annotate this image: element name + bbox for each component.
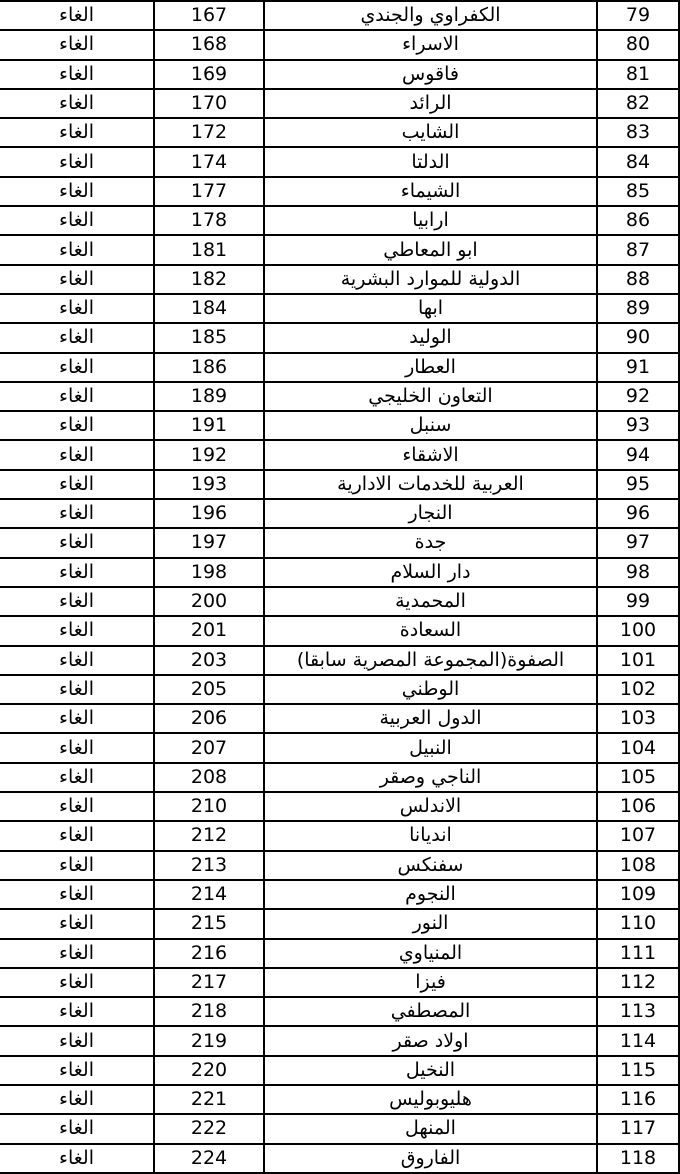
code-cell: 206 <box>154 704 264 733</box>
status-cell: الغاء <box>0 616 154 645</box>
code-cell: 200 <box>154 587 264 616</box>
status-cell: الغاء <box>0 1114 154 1143</box>
code-cell: 220 <box>154 1056 264 1085</box>
name-cell: الصفوة(المجموعة المصرية سابقا) <box>264 646 597 675</box>
table-row <box>0 851 679 880</box>
serial-cell: 103 <box>597 704 679 733</box>
table-row <box>0 323 679 352</box>
code-cell: 205 <box>154 675 264 704</box>
status-cell: الغاء <box>0 118 154 147</box>
code-cell: 186 <box>154 353 264 382</box>
code-cell: 216 <box>154 939 264 968</box>
name-cell: السعادة <box>264 616 597 645</box>
status-cell: الغاء <box>0 89 154 118</box>
status-cell: الغاء <box>0 704 154 733</box>
serial-cell: 97 <box>597 528 679 557</box>
serial-cell: 80 <box>597 30 679 59</box>
name-cell: النخيل <box>264 1056 597 1085</box>
status-cell: الغاء <box>0 939 154 968</box>
code-cell: 196 <box>154 499 264 528</box>
serial-cell: 116 <box>597 1085 679 1114</box>
code-cell: 182 <box>154 265 264 294</box>
name-cell: انديانا <box>264 821 597 850</box>
status-cell: الغاء <box>0 470 154 499</box>
serial-cell: 117 <box>597 1114 679 1143</box>
code-cell: 197 <box>154 528 264 557</box>
table-row <box>0 470 679 499</box>
serial-cell: 118 <box>597 1144 679 1173</box>
code-cell: 210 <box>154 792 264 821</box>
serial-cell: 83 <box>597 118 679 147</box>
table-row <box>0 440 679 469</box>
table-row <box>0 558 679 587</box>
table-row <box>0 763 679 792</box>
status-cell: الغاء <box>0 675 154 704</box>
table-row <box>0 733 679 762</box>
table-body <box>0 1 679 1173</box>
status-cell: الغاء <box>0 997 154 1026</box>
status-cell: الغاء <box>0 528 154 557</box>
status-cell: الغاء <box>0 792 154 821</box>
serial-cell: 111 <box>597 939 679 968</box>
code-cell: 212 <box>154 821 264 850</box>
code-cell: 184 <box>154 294 264 323</box>
table-row <box>0 60 679 89</box>
serial-cell: 115 <box>597 1056 679 1085</box>
name-cell: المنياوي <box>264 939 597 968</box>
name-cell: ابو المعاطي <box>264 235 597 264</box>
name-cell: النور <box>264 909 597 938</box>
name-cell: الاسراء <box>264 30 597 59</box>
table-row <box>0 89 679 118</box>
status-cell: الغاء <box>0 851 154 880</box>
table-row <box>0 880 679 909</box>
status-cell: الغاء <box>0 382 154 411</box>
table-row <box>0 821 679 850</box>
name-cell: فيزا <box>264 968 597 997</box>
serial-cell: 81 <box>597 60 679 89</box>
serial-cell: 102 <box>597 675 679 704</box>
status-cell: الغاء <box>0 499 154 528</box>
status-cell: الغاء <box>0 880 154 909</box>
table-row <box>0 147 679 176</box>
code-cell: 219 <box>154 1026 264 1055</box>
status-cell: الغاء <box>0 411 154 440</box>
status-cell: الغاء <box>0 587 154 616</box>
table-row <box>0 909 679 938</box>
code-cell: 192 <box>154 440 264 469</box>
table-row <box>0 382 679 411</box>
status-cell: الغاء <box>0 558 154 587</box>
name-cell: هليوبوليس <box>264 1085 597 1114</box>
name-cell: الاشقاء <box>264 440 597 469</box>
serial-cell: 93 <box>597 411 679 440</box>
name-cell: الكفراوي والجندي <box>264 1 597 30</box>
serial-cell: 112 <box>597 968 679 997</box>
status-cell: الغاء <box>0 177 154 206</box>
status-cell: الغاء <box>0 440 154 469</box>
table-row <box>0 939 679 968</box>
serial-cell: 114 <box>597 1026 679 1055</box>
status-cell: الغاء <box>0 909 154 938</box>
table-row <box>0 1114 679 1143</box>
table-row <box>0 177 679 206</box>
serial-cell: 98 <box>597 558 679 587</box>
code-cell: 181 <box>154 235 264 264</box>
code-cell: 214 <box>154 880 264 909</box>
serial-cell: 86 <box>597 206 679 235</box>
serial-cell: 90 <box>597 323 679 352</box>
serial-cell: 91 <box>597 353 679 382</box>
serial-cell: 108 <box>597 851 679 880</box>
status-cell: الغاء <box>0 353 154 382</box>
name-cell: الفاروق <box>264 1144 597 1173</box>
status-cell: الغاء <box>0 294 154 323</box>
serial-cell: 89 <box>597 294 679 323</box>
table-row <box>0 704 679 733</box>
serial-cell: 100 <box>597 616 679 645</box>
name-cell: دار السلام <box>264 558 597 587</box>
status-cell: الغاء <box>0 646 154 675</box>
table-row <box>0 968 679 997</box>
code-cell: 213 <box>154 851 264 880</box>
serial-cell: 94 <box>597 440 679 469</box>
name-cell: التعاون الخليجي <box>264 382 597 411</box>
name-cell: الناجي وصقر <box>264 763 597 792</box>
table-row <box>0 1056 679 1085</box>
code-cell: 169 <box>154 60 264 89</box>
code-cell: 215 <box>154 909 264 938</box>
name-cell: فاقوس <box>264 60 597 89</box>
status-cell: الغاء <box>0 323 154 352</box>
name-cell: النبيل <box>264 733 597 762</box>
serial-cell: 88 <box>597 265 679 294</box>
serial-cell: 99 <box>597 587 679 616</box>
status-cell: الغاء <box>0 30 154 59</box>
table-row <box>0 1026 679 1055</box>
status-cell: الغاء <box>0 821 154 850</box>
table-row <box>0 353 679 382</box>
name-cell: الدول العربية <box>264 704 597 733</box>
name-cell: جدة <box>264 528 597 557</box>
code-cell: 203 <box>154 646 264 675</box>
serial-cell: 96 <box>597 499 679 528</box>
name-cell: سفنكس <box>264 851 597 880</box>
table-row <box>0 528 679 557</box>
name-cell: المنهل <box>264 1114 597 1143</box>
serial-cell: 95 <box>597 470 679 499</box>
table-row <box>0 616 679 645</box>
code-cell: 189 <box>154 382 264 411</box>
name-cell: سنبل <box>264 411 597 440</box>
table-row <box>0 265 679 294</box>
table-row <box>0 792 679 821</box>
name-cell: العربية للخدمات الادارية <box>264 470 597 499</box>
code-cell: 193 <box>154 470 264 499</box>
code-cell: 191 <box>154 411 264 440</box>
code-cell: 167 <box>154 1 264 30</box>
code-cell: 177 <box>154 177 264 206</box>
table-row <box>0 1085 679 1114</box>
status-cell: الغاء <box>0 1056 154 1085</box>
code-cell: 168 <box>154 30 264 59</box>
table-row <box>0 587 679 616</box>
table-row <box>0 30 679 59</box>
serial-cell: 105 <box>597 763 679 792</box>
code-cell: 185 <box>154 323 264 352</box>
name-cell: الاندلس <box>264 792 597 821</box>
serial-cell: 84 <box>597 147 679 176</box>
table-row <box>0 997 679 1026</box>
code-cell: 207 <box>154 733 264 762</box>
name-cell: الوليد <box>264 323 597 352</box>
serial-cell: 87 <box>597 235 679 264</box>
status-cell: الغاء <box>0 1085 154 1114</box>
name-cell: ارابيا <box>264 206 597 235</box>
code-cell: 170 <box>154 89 264 118</box>
name-cell: الشايب <box>264 118 597 147</box>
serial-cell: 104 <box>597 733 679 762</box>
serial-cell: 79 <box>597 1 679 30</box>
status-cell: الغاء <box>0 235 154 264</box>
status-cell: الغاء <box>0 206 154 235</box>
status-cell: الغاء <box>0 733 154 762</box>
table-row <box>0 411 679 440</box>
serial-cell: 106 <box>597 792 679 821</box>
code-cell: 221 <box>154 1085 264 1114</box>
code-cell: 208 <box>154 763 264 792</box>
name-cell: المصطفي <box>264 997 597 1026</box>
code-cell: 218 <box>154 997 264 1026</box>
table-row <box>0 235 679 264</box>
serial-cell: 113 <box>597 997 679 1026</box>
serial-cell: 82 <box>597 89 679 118</box>
code-cell: 217 <box>154 968 264 997</box>
status-cell: الغاء <box>0 60 154 89</box>
name-cell: ابها <box>264 294 597 323</box>
status-cell: الغاء <box>0 968 154 997</box>
name-cell: اولاد صقر <box>264 1026 597 1055</box>
code-cell: 201 <box>154 616 264 645</box>
code-cell: 224 <box>154 1144 264 1173</box>
table-row <box>0 1144 679 1173</box>
table-row <box>0 499 679 528</box>
name-cell: المحمدية <box>264 587 597 616</box>
code-cell: 222 <box>154 1114 264 1143</box>
table-row <box>0 675 679 704</box>
table-row <box>0 206 679 235</box>
serial-cell: 85 <box>597 177 679 206</box>
name-cell: الوطني <box>264 675 597 704</box>
name-cell: الشيماء <box>264 177 597 206</box>
code-cell: 172 <box>154 118 264 147</box>
status-cell: الغاء <box>0 763 154 792</box>
table-row <box>0 1 679 30</box>
code-cell: 174 <box>154 147 264 176</box>
status-cell: الغاء <box>0 265 154 294</box>
serial-cell: 101 <box>597 646 679 675</box>
status-cell: الغاء <box>0 1144 154 1173</box>
name-cell: العطار <box>264 353 597 382</box>
status-cell: الغاء <box>0 1 154 30</box>
table-row <box>0 646 679 675</box>
status-cell: الغاء <box>0 1026 154 1055</box>
code-cell: 198 <box>154 558 264 587</box>
name-cell: النجار <box>264 499 597 528</box>
serial-cell: 107 <box>597 821 679 850</box>
name-cell: النجوم <box>264 880 597 909</box>
table-row <box>0 294 679 323</box>
code-cell: 178 <box>154 206 264 235</box>
serial-cell: 92 <box>597 382 679 411</box>
serial-cell: 110 <box>597 909 679 938</box>
name-cell: الدلتا <box>264 147 597 176</box>
status-cell: الغاء <box>0 147 154 176</box>
name-cell: الدولية للموارد البشرية <box>264 265 597 294</box>
name-cell: الرائد <box>264 89 597 118</box>
serial-cell: 109 <box>597 880 679 909</box>
table-row <box>0 118 679 147</box>
